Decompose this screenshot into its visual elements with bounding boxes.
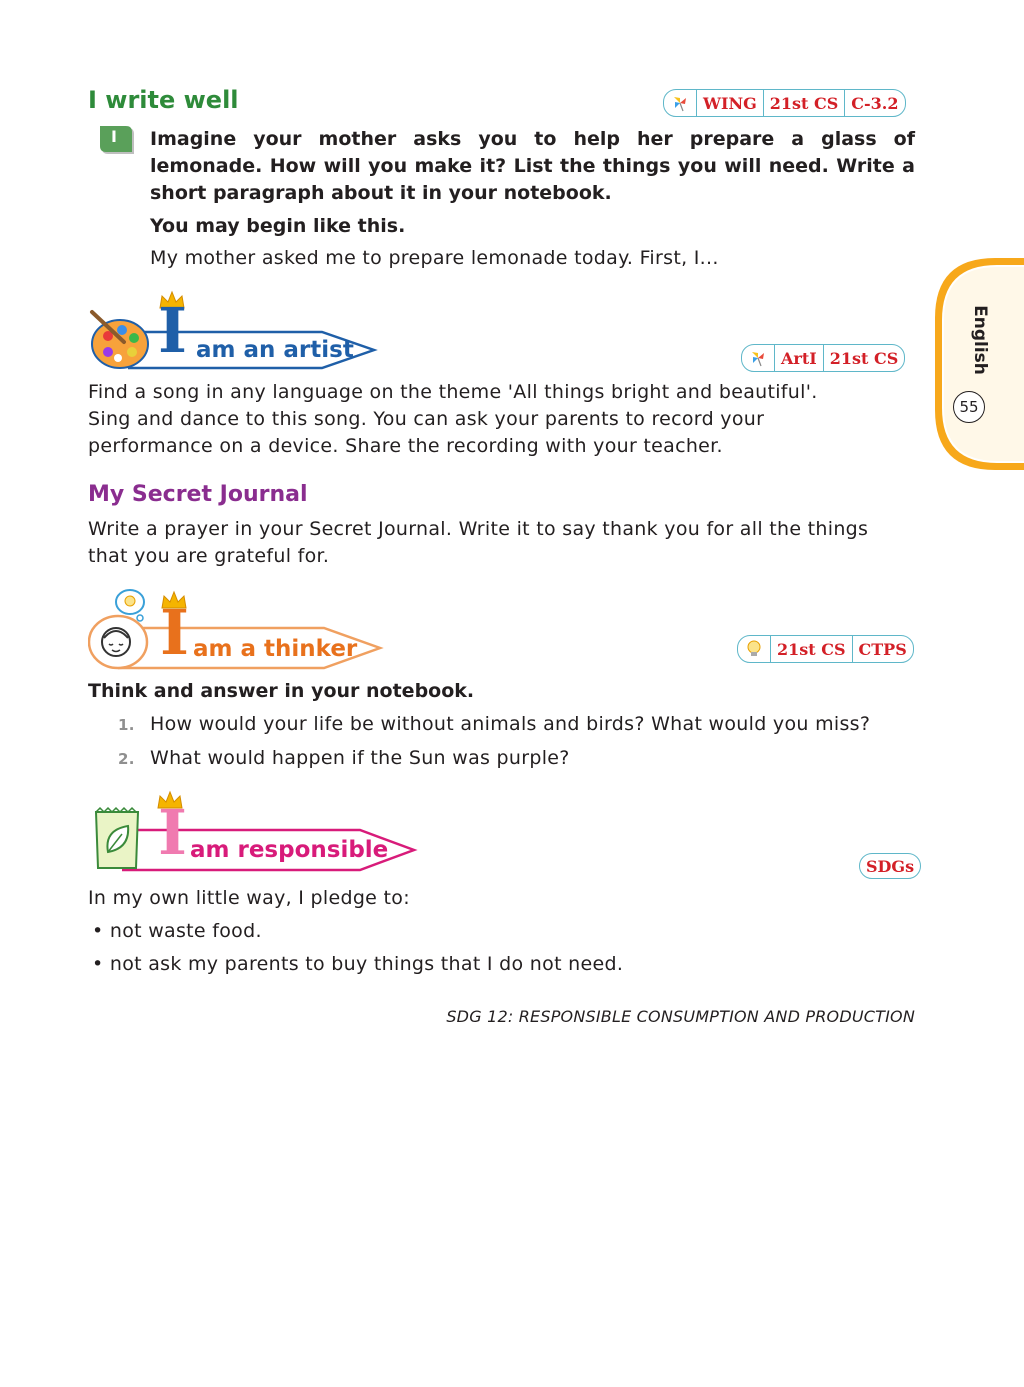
responsible-banner-text: am responsible <box>190 837 389 863</box>
starter-sentence: My mother asked me to prepare lemonade today. First, I... <box>150 247 719 269</box>
write-tags <box>663 89 906 117</box>
artist-big-letter: I <box>158 294 188 367</box>
tag-sdgs: SDGs <box>866 856 915 876</box>
responsible-banner <box>88 790 418 874</box>
page-number: 55 <box>953 391 985 423</box>
palette-icon <box>88 308 152 372</box>
tag-wing: WING <box>697 90 764 116</box>
pledge-intro: In my own little way, I pledge to: <box>88 887 410 909</box>
sdg-footer: SDG 12: RESPONSIBLE CONSUMPTION AND PRODUCTION <box>446 1007 915 1026</box>
question-text: How would your life be without animals and birds? What would you miss? <box>150 713 871 735</box>
question-item <box>118 745 570 773</box>
question-item <box>118 711 870 739</box>
tag-21st-cs: 21st CS <box>764 90 846 116</box>
question-number: 1. <box>118 716 135 734</box>
artist-line-1: Find a song in any language on the theme 'All things bright and beautiful'. <box>88 381 818 403</box>
artist-line-3: performance on a device. Share the recording with your teacher. <box>88 435 723 457</box>
responsible-big-letter: I <box>158 796 188 869</box>
question-text: What would happen if the Sun was purple? <box>150 747 570 769</box>
thinker-tags <box>737 635 914 663</box>
thinker-big-letter: I <box>160 596 190 669</box>
write-instruction: Imagine your mother asks you to help her prepare a glass of lemonade. How will you make it? List the things you will need. Write a short paragraph about it in your notebook. <box>150 128 915 204</box>
lightbulb-icon <box>738 636 771 662</box>
journal-line-2: that you are grateful for. <box>88 545 330 567</box>
artist-banner-text: am an artist <box>196 337 354 363</box>
thinker-prompt: Think and answer in your notebook. <box>88 680 475 702</box>
section-title-write: I write well <box>88 86 239 114</box>
artist-banner <box>88 290 388 370</box>
responsible-tags <box>859 853 921 879</box>
subject-side-tab <box>935 258 1024 470</box>
tag-21st-cs: 21st CS <box>771 636 853 662</box>
artist-line-2: Sing and dance to this song. You can ask your parents to record your <box>88 408 765 430</box>
journal-line-1: Write a prayer in your Secret Journal. Write it to say thank you for all the things <box>88 518 869 540</box>
seed-packet-icon <box>90 804 144 872</box>
subject-label: English <box>970 305 990 375</box>
begin-hint: You may begin like this. <box>150 215 406 237</box>
pinwheel-icon <box>664 90 697 116</box>
subject-label-wrap <box>965 305 995 380</box>
bulb-thought-icon <box>114 588 154 626</box>
tag-ctps: CTPS <box>858 639 907 659</box>
pledge-item: • not ask my parents to buy things that I do not need. <box>92 953 624 975</box>
thinker-banner-text: am a thinker <box>193 636 358 662</box>
step-bullet-letter: I <box>111 127 117 146</box>
tag-c32: C-3.2 <box>851 93 899 113</box>
section-title-journal: My Secret Journal <box>88 482 308 507</box>
tag-21st-cs: 21st CS <box>829 348 899 368</box>
pinwheel-icon <box>742 345 775 371</box>
pledge-item: • not waste food. <box>92 920 262 942</box>
step-bullet <box>96 124 132 154</box>
question-number: 2. <box>118 750 135 768</box>
tag-arti: ArtI <box>775 345 824 371</box>
artist-tags <box>741 344 905 372</box>
thinker-banner <box>88 588 388 672</box>
